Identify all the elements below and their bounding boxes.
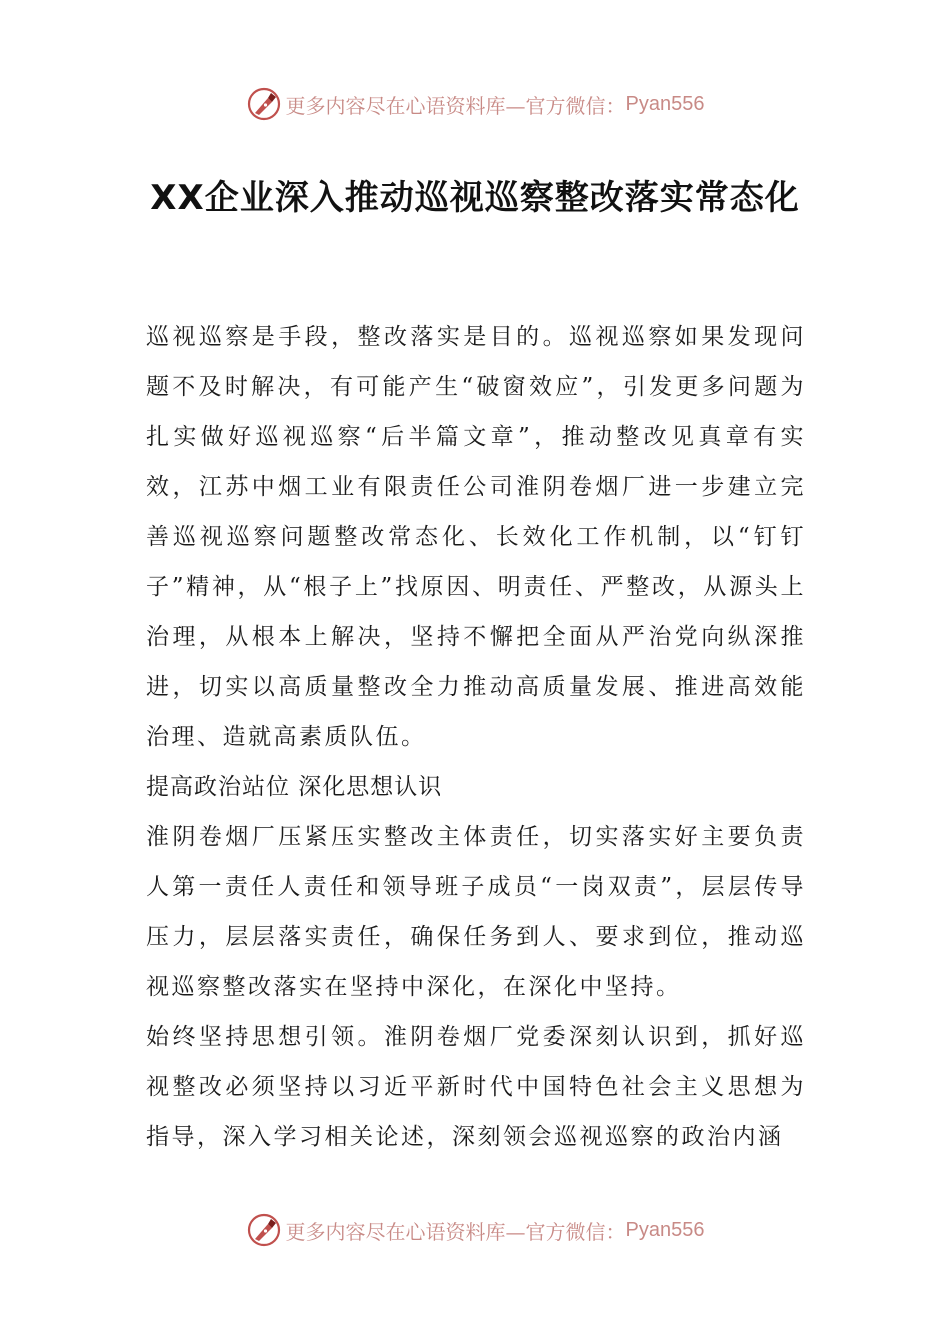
pen-nib-logo-icon	[246, 86, 282, 122]
footer-watermark-banner	[0, 1210, 950, 1250]
banner-handle: Pyan556	[625, 1218, 705, 1241]
document-body	[146, 312, 806, 1162]
pen-nib-logo-icon	[246, 1212, 282, 1248]
document-title: XX企业深入推动巡视巡察整改落实常态化	[150, 178, 800, 218]
paragraph-intro: 巡视巡察是手段，整改落实是目的。巡视巡察如果发现问题不及时解决，有可能产生“破窗效应”，引发更多问题为扎实做好巡视巡察“后半篇文章”，推动整改见真章有实效，江苏中烟工业有限责任公司淮阴卷烟厂进一步建立完善巡视巡察问题整改常态化、长效化工作机制，以“钉钉子”精神，从“根子上”找原因、明责任、严整改，从源头上治理，从根本上解决，坚持不懈把全面从严治党向纵深推进，切实以高质量整改全力推动高质量发展、推进高效能治理、造就高素质队伍。	[146, 324, 806, 750]
banner-handle: Pyan556	[625, 92, 705, 115]
header-watermark-banner	[0, 84, 950, 124]
banner-text: 更多内容尽在心语资料库—官方微信：	[285, 93, 626, 118]
paragraph-responsibility: 淮阴卷烟厂压紧压实整改主体责任，切实落实好主要负责人第一责任人责任和领导班子成员“一岗双责”，层层传导压力，层层落实责任，确保任务到人、要求到位，推动巡视巡察整改落实在坚持中深化，在深化中坚持。	[146, 824, 806, 1000]
banner-text: 更多内容尽在心语资料库—官方微信：	[285, 1219, 626, 1244]
paragraph-ideology: 始终坚持思想引领。淮阴卷烟厂党委深刻认识到，抓好巡视整改必须坚持以习近平新时代中国特色社会主义思想为指导，深入学习相关论述，深刻领会巡视巡察的政治内涵	[146, 1024, 806, 1150]
section-heading: 提高政治站位 深化思想认识	[146, 774, 443, 800]
